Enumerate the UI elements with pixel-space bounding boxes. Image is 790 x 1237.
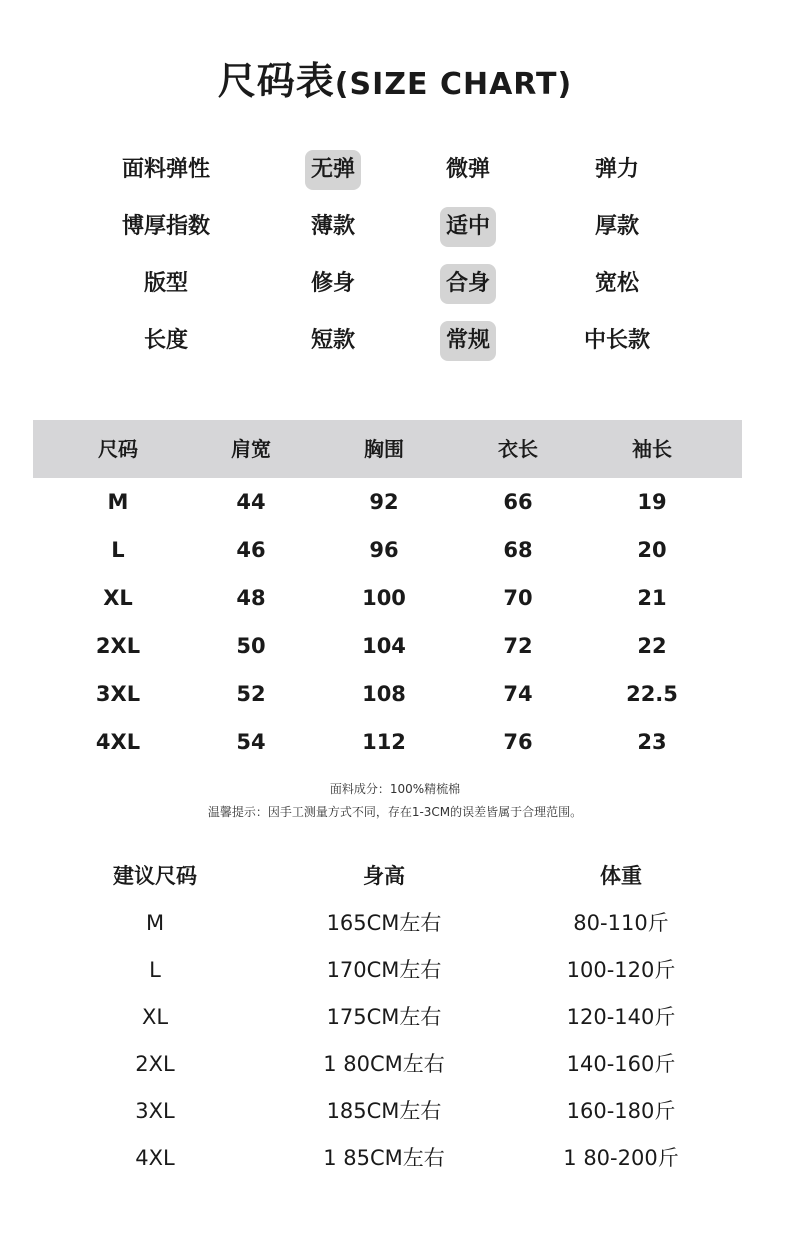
table-cell: 185CM左右 — [326, 1099, 442, 1123]
table-cell: 68 — [503, 538, 533, 562]
column-header: 衣长 — [498, 437, 538, 461]
table-cell: 170CM左右 — [326, 958, 442, 982]
table-cell: 2XL — [95, 634, 141, 658]
table-cell: 66 — [503, 490, 533, 514]
table-cell: 80-110斤 — [573, 911, 669, 935]
property-row — [0, 264, 790, 321]
table-cell: 3XL — [95, 682, 141, 706]
table-cell: 1 80CM左右 — [323, 1052, 445, 1076]
column-header: 尺码 — [98, 437, 138, 461]
property-option: 薄款 — [310, 214, 356, 239]
table-cell: 22.5 — [626, 682, 678, 706]
table-cell: M — [145, 911, 165, 935]
table-cell: 1 80-200斤 — [563, 1146, 679, 1170]
table-cell: 160-180斤 — [566, 1099, 676, 1123]
property-option: 弹力 — [594, 157, 640, 182]
table-row — [0, 947, 790, 994]
table-cell: 104 — [362, 634, 406, 658]
column-header: 建议尺码 — [113, 864, 197, 888]
table-cell: 165CM左右 — [326, 911, 442, 935]
table-row — [33, 574, 742, 622]
property-option: 常规 — [440, 321, 496, 361]
table-cell: 100-120斤 — [566, 958, 676, 982]
table-cell: 70 — [503, 586, 533, 610]
property-option: 宽松 — [594, 271, 640, 296]
table-cell: 96 — [369, 538, 399, 562]
property-option: 合身 — [440, 264, 496, 304]
table-cell: L — [111, 538, 125, 562]
table-cell: 108 — [362, 682, 406, 706]
table-cell: 140-160斤 — [566, 1052, 676, 1076]
table-cell: 120-140斤 — [566, 1005, 676, 1029]
table-row — [0, 1135, 790, 1182]
recommend-table-header — [0, 853, 790, 900]
fabric-properties — [0, 150, 790, 378]
property-label: 长度 — [143, 328, 189, 353]
table-cell: 72 — [503, 634, 533, 658]
property-row — [0, 150, 790, 207]
property-option: 修身 — [310, 271, 356, 296]
table-cell: 20 — [637, 538, 667, 562]
table-cell: 76 — [503, 730, 533, 754]
table-cell: 74 — [503, 682, 533, 706]
column-header: 肩宽 — [231, 437, 271, 461]
table-cell: M — [107, 490, 129, 514]
table-row — [33, 526, 742, 574]
property-label: 版型 — [143, 271, 189, 296]
table-cell: 3XL — [135, 1099, 175, 1123]
recommend-table — [0, 853, 790, 1182]
table-cell: 2XL — [135, 1052, 175, 1076]
table-cell: 52 — [236, 682, 266, 706]
title-cn: 尺码表 — [217, 59, 335, 103]
measurement-tip-note: 温馨提示：因手工测量方式不同，存在1-3CM的误差皆属于合理范围。 — [207, 805, 583, 819]
table-cell: 92 — [369, 490, 399, 514]
table-cell: 23 — [637, 730, 667, 754]
size-table — [33, 420, 742, 766]
fabric-composition-note: 面料成分：100%精梳棉 — [329, 782, 461, 796]
property-row — [0, 321, 790, 378]
size-table-header — [33, 420, 742, 478]
table-cell: 4XL — [95, 730, 141, 754]
table-cell: 22 — [637, 634, 667, 658]
table-cell: 46 — [236, 538, 266, 562]
table-row — [0, 1041, 790, 1088]
table-cell: 1 85CM左右 — [323, 1146, 445, 1170]
title-en: (SIZE CHART) — [334, 67, 573, 102]
table-row — [33, 670, 742, 718]
table-row — [0, 1088, 790, 1135]
property-option: 厚款 — [594, 214, 640, 239]
property-option: 适中 — [440, 207, 496, 247]
table-cell: XL — [103, 586, 133, 610]
table-cell: 54 — [236, 730, 266, 754]
table-row — [0, 994, 790, 1041]
column-header: 胸围 — [364, 437, 404, 461]
table-cell: 44 — [236, 490, 266, 514]
table-cell: 112 — [362, 730, 406, 754]
property-row — [0, 207, 790, 264]
table-cell: 19 — [637, 490, 667, 514]
table-row — [33, 718, 742, 766]
property-option: 微弹 — [445, 157, 491, 182]
page-title — [0, 50, 790, 105]
table-cell: 48 — [236, 586, 266, 610]
table-cell: XL — [141, 1005, 169, 1029]
table-row — [33, 622, 742, 670]
table-cell: 100 — [362, 586, 406, 610]
column-header: 体重 — [600, 864, 642, 888]
table-cell: 175CM左右 — [326, 1005, 442, 1029]
column-header: 袖长 — [632, 437, 672, 461]
table-cell: 4XL — [135, 1146, 175, 1170]
table-row — [33, 478, 742, 526]
property-label: 博厚指数 — [121, 214, 211, 239]
property-label: 面料弹性 — [121, 157, 211, 182]
property-option: 无弹 — [305, 150, 361, 190]
table-cell: L — [149, 958, 161, 982]
table-row — [0, 900, 790, 947]
column-header: 身高 — [363, 864, 405, 888]
table-cell: 50 — [236, 634, 266, 658]
property-option: 短款 — [310, 328, 356, 353]
property-option: 中长款 — [583, 328, 651, 353]
table-cell: 21 — [637, 586, 667, 610]
